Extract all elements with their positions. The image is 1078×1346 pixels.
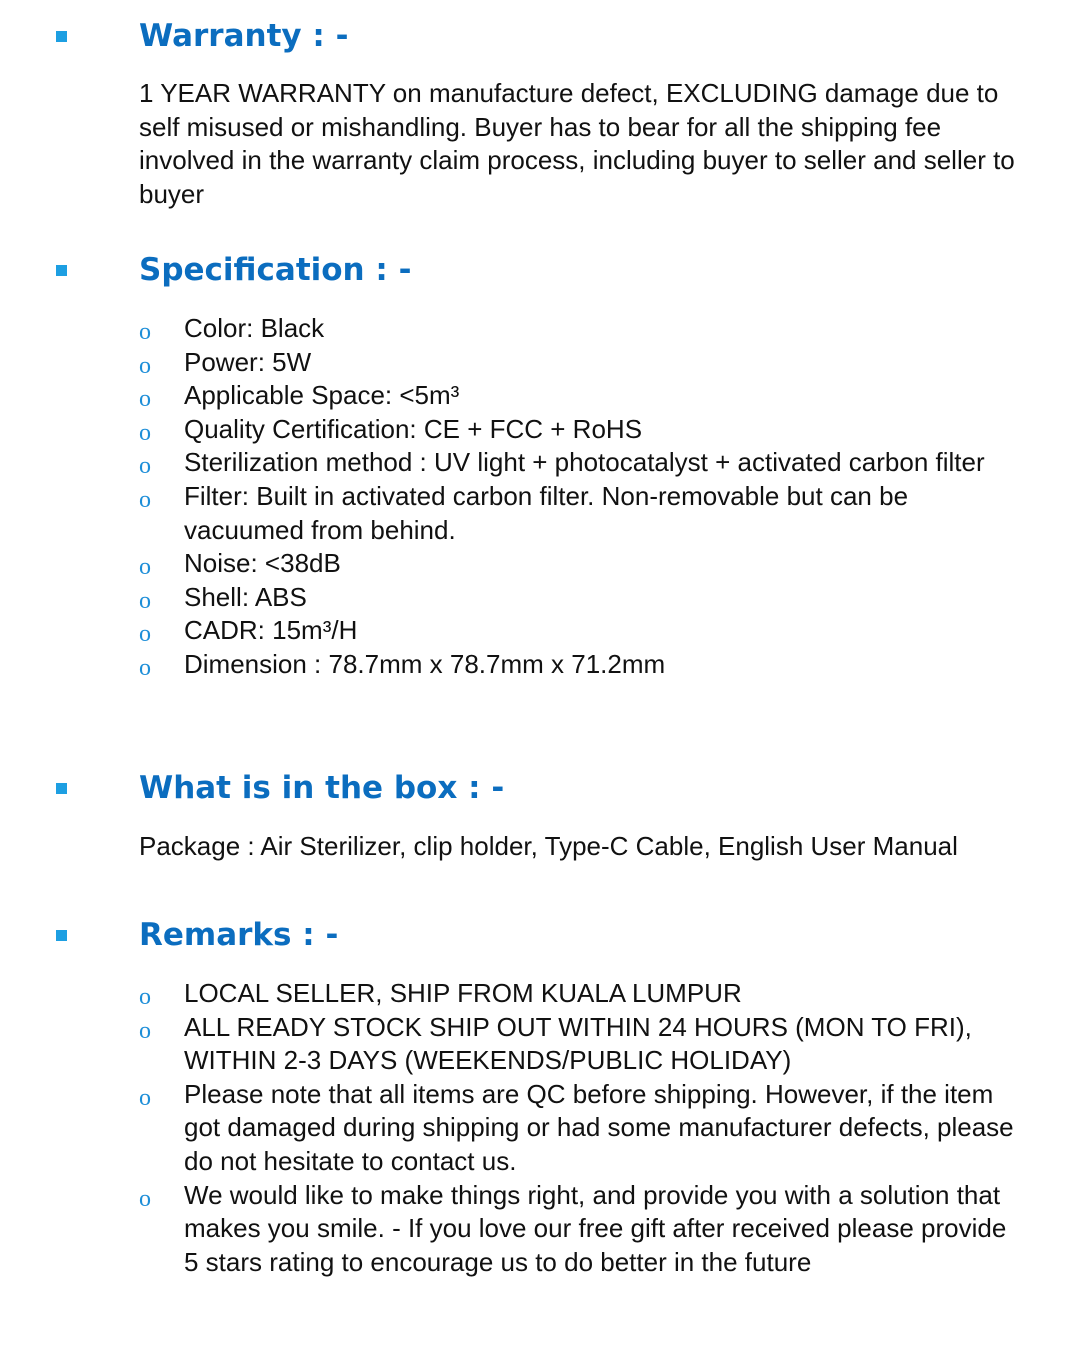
list-item bbox=[139, 614, 1019, 648]
circle-bullet-icon: o bbox=[139, 1084, 151, 1111]
warranty-heading: Warranty : - bbox=[139, 18, 349, 54]
list-item bbox=[139, 1179, 1019, 1280]
remark-rating-request: We would like to make things right, and provide you with a solution that makes you smile. - If you love our free gift after received please provide 5 stars rating to encourage us to do better in the future bbox=[184, 1179, 1007, 1277]
list-item bbox=[139, 977, 1019, 1011]
remark-local-seller: LOCAL SELLER, SHIP FROM KUALA LUMPUR bbox=[184, 978, 742, 1008]
circle-bullet-icon: o bbox=[139, 319, 151, 345]
spec-noise: Noise: <38dB bbox=[184, 548, 341, 579]
warranty-text: 1 YEAR WARRANTY on manufacture defect, EXCLUDING damage due to self misused or mishandling. Buyer has to bear for all the shipping fee involved in the warranty claim process, including buyer to seller and seller to buyer bbox=[139, 78, 1015, 209]
circle-bullet-icon: o bbox=[139, 386, 151, 413]
square-bullet-icon bbox=[56, 930, 67, 941]
circle-bullet-icon: o bbox=[139, 621, 151, 648]
list-item bbox=[139, 581, 1019, 615]
circle-bullet-icon: o bbox=[139, 419, 151, 446]
list-item bbox=[139, 446, 1019, 480]
circle-bullet-icon: o bbox=[139, 1017, 151, 1044]
circle-bullet-icon: o bbox=[139, 554, 151, 581]
spec-sterilization: Sterilization method : UV light + photocatalyst + activated carbon filter bbox=[184, 447, 985, 478]
spec-cadr: CADR: 15m³/H bbox=[184, 615, 358, 646]
spec-dimension: Dimension : 78.7mm x 78.7mm x 71.2mm bbox=[184, 648, 666, 679]
spec-filter: Filter: Built in activated carbon filter. Non-removable but can be vacuumed from behind. bbox=[184, 480, 909, 545]
spec-certification: Quality Certification: CE + FCC + RoHS bbox=[184, 413, 643, 444]
square-bullet-icon bbox=[56, 783, 67, 794]
spec-shell: Shell: ABS bbox=[184, 581, 307, 612]
circle-bullet-icon: o bbox=[139, 453, 151, 480]
spec-color: Color: Black bbox=[184, 313, 325, 343]
circle-bullet-icon: o bbox=[139, 352, 151, 379]
remarks-heading: Remarks : - bbox=[139, 917, 339, 953]
specification-heading: Specification : - bbox=[139, 252, 412, 288]
list-item bbox=[139, 547, 1019, 581]
list-item bbox=[139, 1011, 1019, 1078]
square-bullet-icon bbox=[56, 31, 67, 42]
list-item bbox=[139, 480, 1019, 547]
spec-power: Power: 5W bbox=[184, 346, 312, 377]
package-text: Package : Air Sterilizer, clip holder, Type-C Cable, English User Manual bbox=[139, 831, 958, 861]
list-item bbox=[139, 1078, 1019, 1179]
list-item bbox=[139, 413, 1019, 447]
circle-bullet-icon: o bbox=[139, 654, 151, 681]
square-bullet-icon bbox=[56, 265, 67, 276]
circle-bullet-icon: o bbox=[139, 486, 151, 513]
list-item bbox=[139, 379, 1019, 413]
list-item bbox=[139, 346, 1019, 380]
remark-ready-stock: ALL READY STOCK SHIP OUT WITHIN 24 HOURS (MON TO FRI), WITHIN 2-3 DAYS (WEEKENDS/PUBLIC HOLIDAY) bbox=[184, 1011, 972, 1076]
spec-applicable-space: Applicable Space: <5m³ bbox=[184, 380, 460, 411]
remark-qc-note: Please note that all items are QC before shipping. However, if the item got damaged during shipping or had some manufacturer defects, please do not hesitate to contact us. bbox=[184, 1078, 1014, 1176]
box-contents-heading: What is in the box : - bbox=[139, 770, 505, 806]
list-item bbox=[139, 648, 1019, 682]
circle-bullet-icon: o bbox=[139, 1185, 151, 1212]
circle-bullet-icon: o bbox=[139, 587, 151, 614]
circle-bullet-icon: o bbox=[139, 984, 151, 1010]
remarks-list bbox=[139, 977, 1019, 1279]
list-item bbox=[139, 312, 1019, 346]
specification-list bbox=[139, 312, 1019, 682]
